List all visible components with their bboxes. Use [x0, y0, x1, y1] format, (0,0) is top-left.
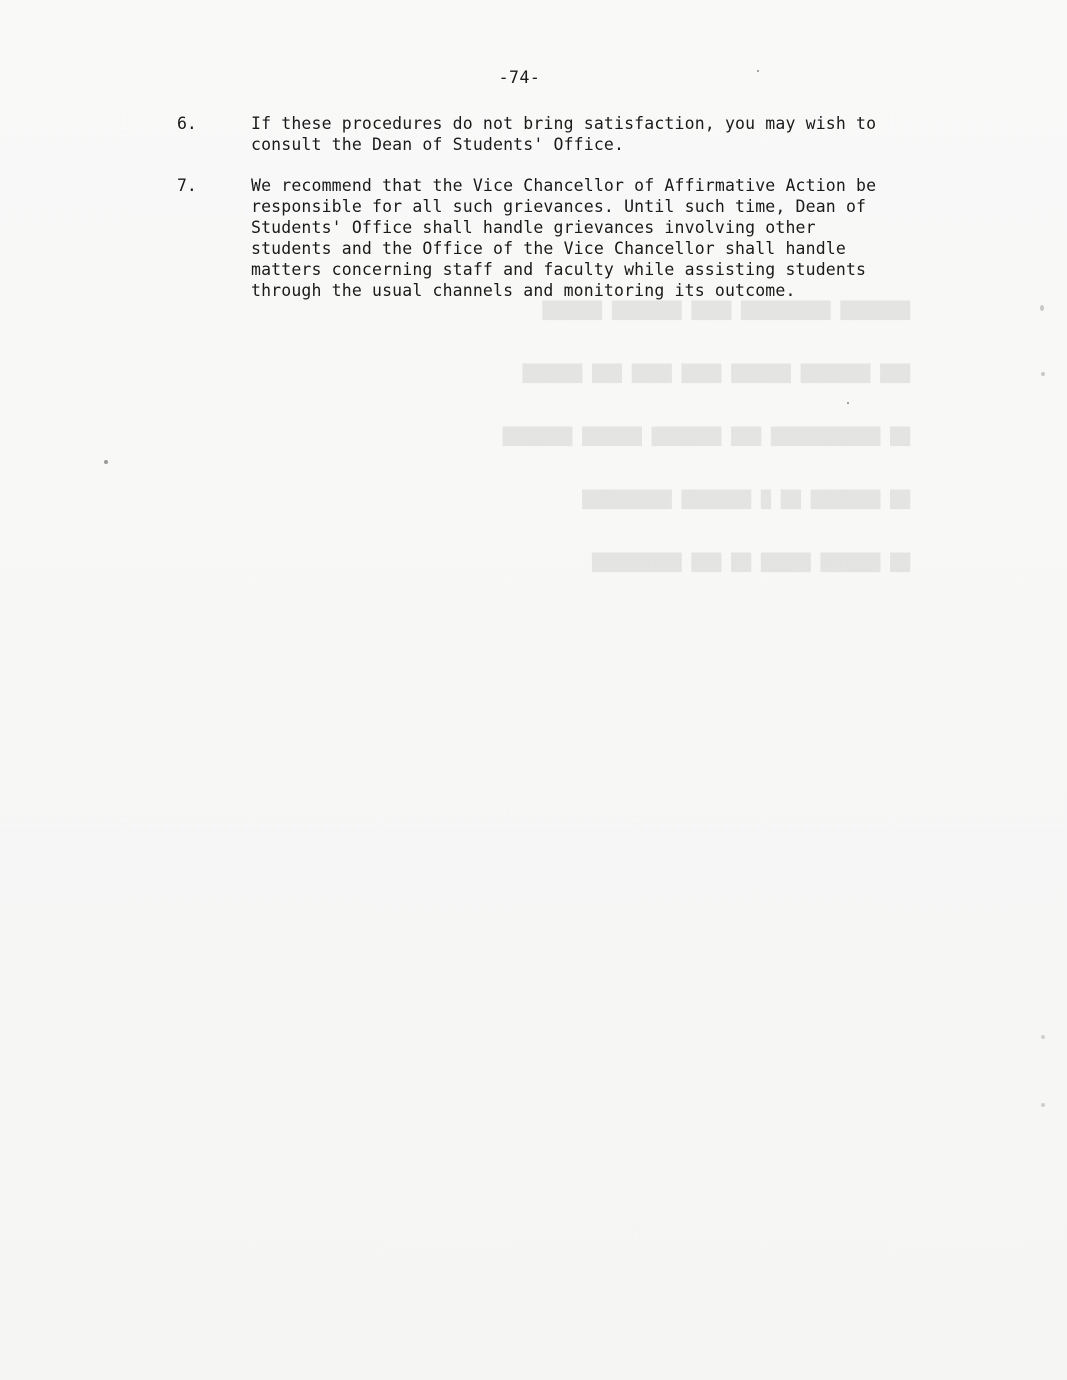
list-item-number: 7. — [177, 176, 197, 195]
bleed-through-background: ███████ █████████ ████ ███████ ██████ ███ ███████ ██████ ████ ████ ███ ██████ ██ ███████████ ███ ███████ ██████ ███████ ██ ███████ ██ █ ███████ █████████ ██ ██████ █████ ██ ███ █████████ — [502, 301, 910, 572]
scan-speck — [1041, 1035, 1045, 1039]
scan-speck — [1040, 305, 1044, 311]
scan-speck — [1041, 372, 1045, 376]
list-item-text: If these procedures do not bring satisfaction, you may wish to consult the Dean of Students' Office. — [251, 114, 877, 154]
list-item-text: We recommend that the Vice Chancellor of Affirmative Action be responsible for all such grievances. Until such time, Dean of Students' Office shall handle grievances involving other students and the Office of the Vice Chancellor shall handle matters concerning staff and faculty while assisting students through the usual channels and monitoring its outcome. — [251, 176, 877, 300]
list-item-number: 6. — [177, 114, 197, 133]
page-number: -74- — [498, 68, 541, 87]
scan-speck — [104, 460, 108, 464]
scan-speck — [847, 402, 849, 404]
scan-speck — [757, 70, 759, 72]
scan-speck — [1041, 1103, 1045, 1107]
